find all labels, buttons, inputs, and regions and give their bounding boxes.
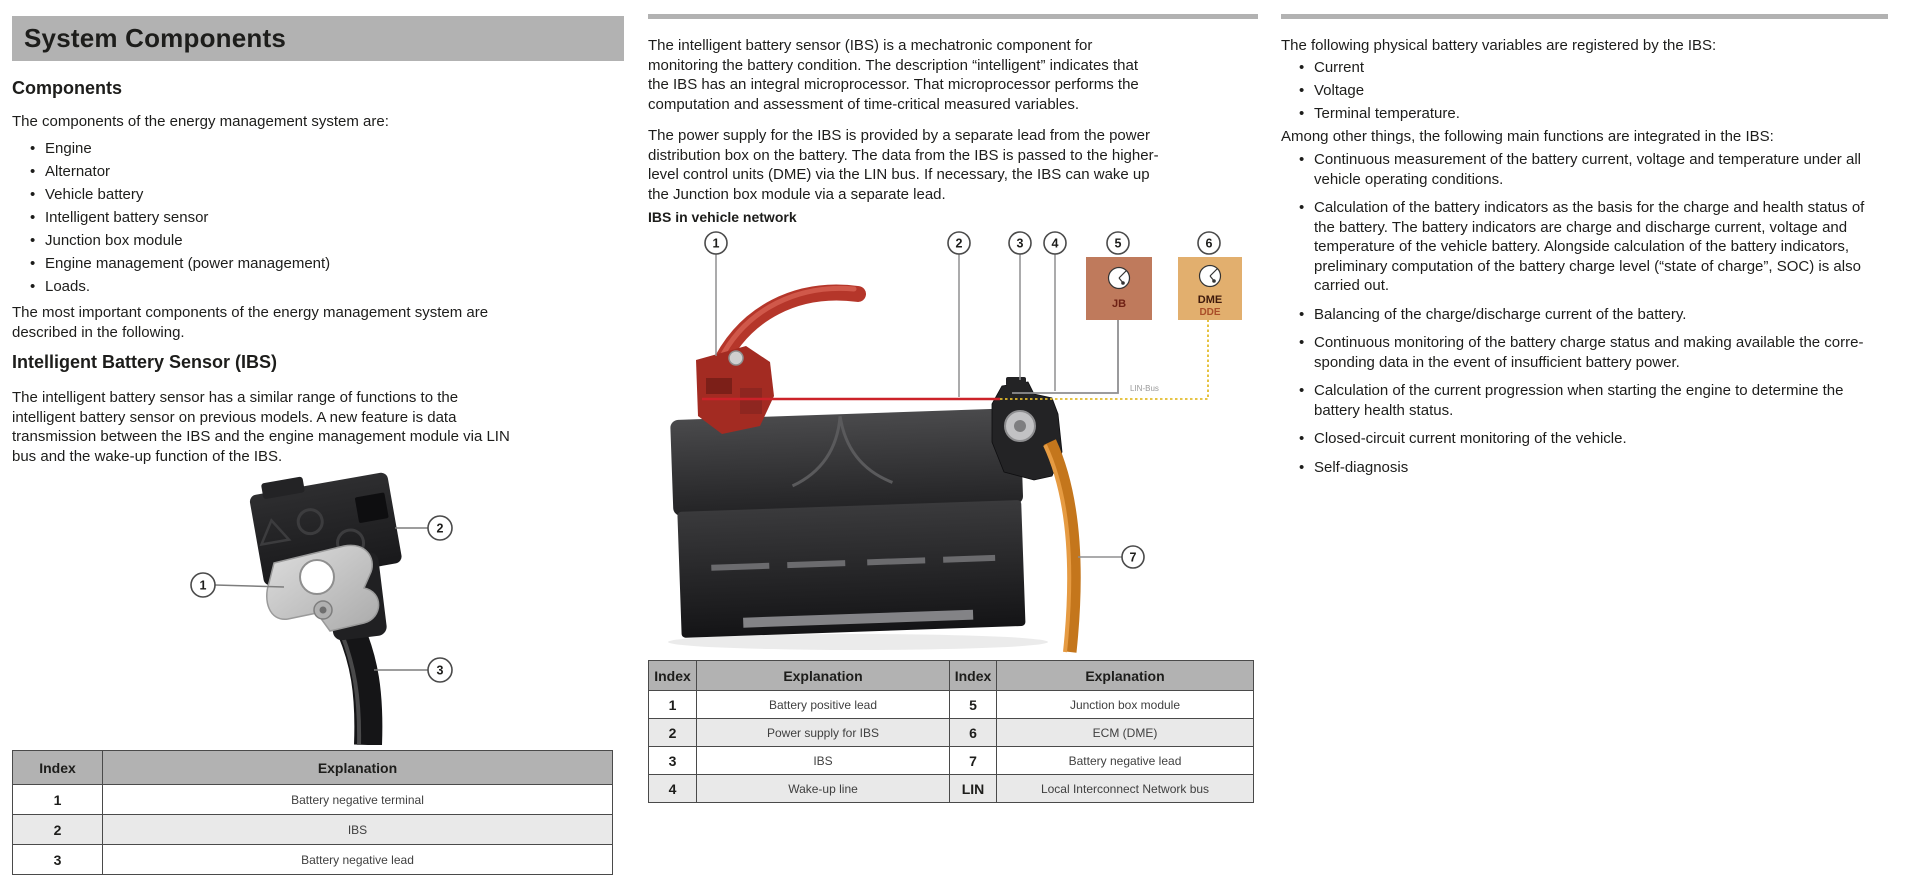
explanation-cell: Power supply for IBS xyxy=(697,719,950,747)
ecu-icon xyxy=(1200,266,1221,287)
explanation-cell: Junction box module xyxy=(997,691,1254,719)
functions-list xyxy=(1297,150,1875,486)
explanation-cell: ECM (DME) xyxy=(997,719,1254,747)
table-header-row xyxy=(13,751,613,785)
components-intro: The components of the energy management system are: xyxy=(12,113,389,130)
callout-5: 5 xyxy=(1114,236,1122,251)
callout-2: 2 xyxy=(436,521,444,536)
col-header: Explanation xyxy=(997,661,1254,691)
explanation-cell: IBS xyxy=(103,815,613,845)
list-item: • Alternator xyxy=(28,162,508,182)
jb-label: JB xyxy=(1111,298,1127,310)
list-item: • Loads. xyxy=(28,277,508,297)
list-item: • Engine management (power management) xyxy=(28,254,508,274)
col-header: Index xyxy=(13,751,103,785)
table-row xyxy=(13,815,613,845)
col-header: Explanation xyxy=(103,751,613,785)
ibs-terminal-photo xyxy=(12,460,612,745)
index-cell: 2 xyxy=(649,719,697,747)
network-legend-table xyxy=(648,660,1254,803)
ibs-network-diagram xyxy=(648,228,1258,656)
list-item: • Self-diagnosis xyxy=(1297,458,1875,478)
table-row xyxy=(13,785,613,815)
variables-list xyxy=(1297,58,1867,127)
explanation-cell: Wake-up line xyxy=(697,775,950,803)
ibs-power-paragraph: The power supply for the IBS is provided by a separate lead from the power distribution box on the battery. The data from the IBS is passed to the higher-level control units (DME) via the LIN bus. If necessary, the IBS can wake up the Junction box module via a separate lead. xyxy=(648,127,1159,203)
components-heading: Components xyxy=(12,78,122,98)
variables-intro: The following physical battery variables are registered by the IBS: xyxy=(1281,37,1717,54)
explanation-cell: Battery negative lead xyxy=(103,845,613,875)
list-item: • Terminal temperature. xyxy=(1297,104,1867,124)
list-item: • Vehicle battery xyxy=(28,185,508,205)
explanation-cell: Local Interconnect Network bus xyxy=(997,775,1254,803)
dme-label: DME xyxy=(1197,294,1223,306)
explanation-cell: IBS xyxy=(697,747,950,775)
terminal-hole xyxy=(300,560,334,594)
page-title-bar xyxy=(12,16,624,61)
components-list xyxy=(28,139,508,300)
list-item: • Continuous measurement of the battery current, voltage and temperature under all vehicle operating conditions. xyxy=(1297,150,1875,189)
index-cell: 7 xyxy=(950,747,997,775)
junction-box-module xyxy=(1086,257,1152,320)
lin-bus-line xyxy=(1000,320,1208,399)
ibs-paragraph: The intelligent battery sensor has a similar range of functions to the intelligent battery sensor on previous models. A new feature is data transmission between the IBS and the engine management module via LIN bus and the wake-up function of the IBS. xyxy=(12,389,510,465)
clamp-bolt-center xyxy=(320,607,327,614)
list-item: • Calculation of the battery indicators as the basis for the charge and health status of the battery. The battery indicators are charge and discharge current, voltage and temperature of the vehicle battery. Alongside calculation of the battery indicators, preliminary computation of the battery charge level (“state of charge”, SOC) is also carried out. xyxy=(1297,198,1875,296)
explanation-cell: Battery positive lead xyxy=(697,691,950,719)
index-cell: 1 xyxy=(13,785,103,815)
list-item: • Continuous monitoring of the battery charge status and making available the corre-sponding data in the event of insufficient battery power. xyxy=(1297,333,1875,372)
list-item: • Calculation of the current progression when starting the engine to determine the battery health status. xyxy=(1297,381,1875,420)
list-item: • Junction box module xyxy=(28,231,508,251)
callout-1: 1 xyxy=(199,578,207,593)
table-row xyxy=(649,719,1254,747)
ibs-description-paragraph: The intelligent battery sensor (IBS) is a mechatronic component for monitoring the battery condition. The description “intelligent” indicates that the IBS has an integral microprocessor. That microprocessor performs the computation and assessment of time-critical measured variables. xyxy=(648,37,1139,113)
col-header: Index xyxy=(649,661,697,691)
figure-heading: IBS in vehicle network xyxy=(648,209,797,225)
callout-3: 3 xyxy=(436,663,444,678)
table-row xyxy=(649,691,1254,719)
index-cell: 5 xyxy=(950,691,997,719)
col-header: Index xyxy=(950,661,997,691)
battery-shadow xyxy=(668,634,1048,650)
list-item: • Engine xyxy=(28,139,508,159)
dde-label: DDE xyxy=(1199,307,1221,318)
callout-1: 1 xyxy=(712,236,720,251)
functions-intro: Among other things, the following main functions are integrated in the IBS: xyxy=(1281,128,1774,145)
list-item: • Intelligent battery sensor xyxy=(28,208,508,228)
ecu-icon xyxy=(1109,268,1130,289)
callout-7: 7 xyxy=(1129,550,1137,565)
column-rule xyxy=(1281,14,1888,19)
callout-2: 2 xyxy=(955,236,963,251)
terminal-table xyxy=(12,750,613,875)
list-item: • Closed-circuit current monitoring of the vehicle. xyxy=(1297,429,1875,449)
explanation-cell: Battery negative terminal xyxy=(103,785,613,815)
components-outro: The most important components of the energy management system are described in the following. xyxy=(12,304,489,341)
callout-4: 4 xyxy=(1051,236,1059,251)
index-cell: 4 xyxy=(649,775,697,803)
index-cell: 2 xyxy=(13,815,103,845)
lin-bus-label: LIN-Bus xyxy=(1130,384,1159,393)
callout-6: 6 xyxy=(1205,236,1213,251)
explanation-cell: Battery negative lead xyxy=(997,747,1254,775)
index-cell: 6 xyxy=(950,719,997,747)
list-item: • Current xyxy=(1297,58,1867,78)
callout-3: 3 xyxy=(1016,236,1024,251)
column-rule xyxy=(648,14,1258,19)
index-cell: 3 xyxy=(649,747,697,775)
table-header-row xyxy=(649,661,1254,691)
page-title: System Components xyxy=(24,23,287,53)
table-row xyxy=(649,747,1254,775)
col-header: Explanation xyxy=(697,661,950,691)
dme-control-unit xyxy=(1178,257,1242,320)
table-row xyxy=(649,775,1254,803)
positive-clamp xyxy=(696,346,774,434)
ibs-heading: Intelligent Battery Sensor (IBS) xyxy=(12,352,278,372)
list-item: • Voltage xyxy=(1297,81,1867,101)
table-row xyxy=(13,845,613,875)
vehicle-battery xyxy=(670,408,1027,638)
index-cell: LIN xyxy=(950,775,997,803)
list-item: • Balancing of the charge/discharge current of the battery. xyxy=(1297,305,1875,325)
index-cell: 3 xyxy=(13,845,103,875)
negative-lead xyxy=(1050,442,1074,652)
index-cell: 1 xyxy=(649,691,697,719)
